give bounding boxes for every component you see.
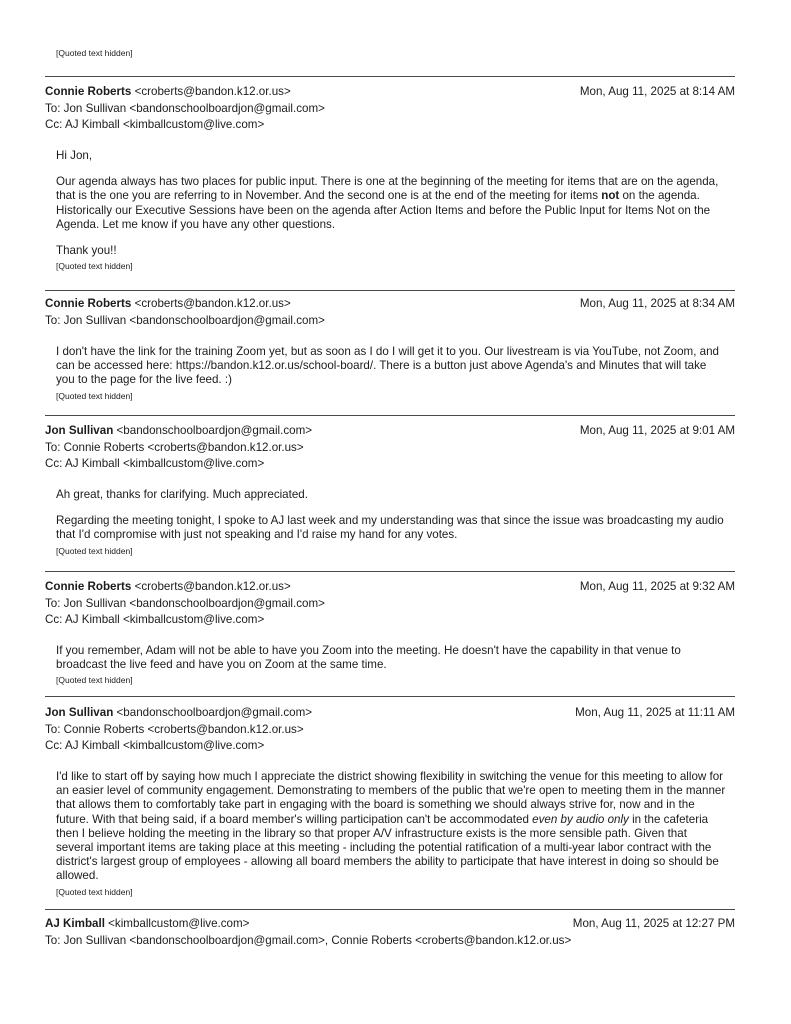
message-header: [0, 297, 791, 313]
message-date: Mon, Aug 11, 2025 at 9:32 AM: [579, 580, 735, 593]
sender: [45, 297, 291, 310]
message-divider: [45, 290, 735, 291]
sender-email: <bandonschoolboardjon@gmail.com>: [116, 424, 312, 437]
sender-email: <kimballcustom@live.com>: [108, 917, 250, 930]
to-line: To: Jon Sullivan <bandonschoolboardjon@gmail.com>, Connie Roberts <croberts@bandon.k12.or.us>: [45, 934, 572, 947]
body-paragraph: Our agenda always has two places for public input. There is one at the beginning of the meeting for items that are on the agenda, that is the one you are referring to in November. And the second one is at the end of the meeting for items not on the agenda. Historically our Executive Sessions have been on the agenda after Action Items and before the Public Input for Items Not on the Agenda. Let me know if you have any other questions.: [56, 175, 719, 231]
message-body: [56, 149, 726, 272]
cc-line: Cc: AJ Kimball <kimballcustom@live.com>: [45, 118, 265, 131]
quoted-text-hidden[interactable]: [Quoted text hidden]: [56, 886, 133, 897]
email-message: [0, 580, 791, 686]
body-paragraph: If you remember, Adam will not be able to have you Zoom into the meeting. He doesn't have the capability in that venue to broadcast the live feed and have you on Zoom at the same time.: [56, 644, 681, 672]
closing: Thank you!!: [56, 244, 117, 258]
message-date: Mon, Aug 11, 2025 at 12:27 PM: [572, 917, 735, 930]
message-date: Mon, Aug 11, 2025 at 8:14 AM: [579, 85, 735, 98]
email-message: [0, 917, 791, 949]
message-body: [56, 345, 726, 402]
quoted-text-hidden[interactable]: [Quoted text hidden]: [56, 675, 133, 686]
message-header: [0, 424, 791, 440]
email-message: [0, 706, 791, 898]
message-divider: [45, 415, 735, 416]
to-line: To: Connie Roberts <croberts@bandon.k12.or.us>: [45, 441, 304, 454]
message-header: [0, 580, 791, 596]
cc-line: Cc: AJ Kimball <kimballcustom@live.com>: [45, 613, 265, 626]
sender-name: AJ Kimball: [45, 917, 105, 930]
email-message: [0, 424, 791, 557]
message-header: [0, 917, 791, 933]
sender: [45, 85, 291, 98]
quoted-text-hidden[interactable]: [Quoted text hidden]: [56, 390, 133, 401]
cc-line: Cc: AJ Kimball <kimballcustom@live.com>: [45, 739, 265, 752]
message-header: [0, 85, 791, 101]
sender: [45, 917, 249, 930]
sender-name: Connie Roberts: [45, 297, 132, 310]
message-divider: [45, 76, 735, 77]
body-paragraph: Regarding the meeting tonight, I spoke to AJ last week and my understanding was that since the issue was broadcasting my audio that I'd compromise with just not speaking and I'd raise my hand for any votes.: [56, 514, 724, 542]
message-divider: [45, 909, 735, 910]
sender: [45, 706, 312, 719]
to-line: To: Jon Sullivan <bandonschoolboardjon@gmail.com>: [45, 314, 325, 327]
sender-name: Connie Roberts: [45, 85, 132, 98]
sender-email: <croberts@bandon.k12.or.us>: [134, 85, 291, 98]
to-line: To: Jon Sullivan <bandonschoolboardjon@gmail.com>: [45, 102, 325, 115]
sender: [45, 424, 312, 437]
quoted-text-hidden[interactable]: [Quoted text hidden]: [56, 261, 133, 272]
message-divider: [45, 696, 735, 697]
to-line: To: Connie Roberts <croberts@bandon.k12.or.us>: [45, 723, 304, 736]
sender-email: <croberts@bandon.k12.or.us>: [134, 580, 291, 593]
sender-name: Jon Sullivan: [45, 706, 114, 719]
sender-name: Connie Roberts: [45, 580, 132, 593]
message-body: [56, 644, 726, 686]
body-paragraph: I don't have the link for the training Zoom yet, but as soon as I do I will get it to you. Our livestream is via YouTube, not Zoom, and can be accessed here: https://bandon.k12.or.us/school-board/. There is a button just above Agenda's and Minutes that will take you to the page for the live feed. :): [56, 345, 719, 387]
message-header: [0, 706, 791, 722]
quoted-text-hidden[interactable]: [Quoted text hidden]: [56, 545, 133, 556]
message-date: Mon, Aug 11, 2025 at 11:11 AM: [575, 706, 735, 719]
sender-email: <croberts@bandon.k12.or.us>: [134, 297, 291, 310]
body-paragraph: I'd like to start off by saying how much I appreciate the district showing flexibility in switching the venue for this meeting to allow for an easier level of community engagement. Demonstrating to members of the public that we're open to meeting them in the manner that allows them to comfortably take part in engaging with the board is something we should always strive for, now and in the future. With that being said, if a board member's willing participation can't be accommodated even by audio only in the cafeteria then I believe holding the meeting in the library so that proper A/V infrastructure exists is the more sensible path. Given that several important items are taking place at this meeting - including the potential ratification of a multi-year labor contract with the district's largest group of employees - allowing all board members the ability to participate that have interest in doing so should be allowed.: [56, 770, 726, 883]
sender: [45, 580, 291, 593]
email-message: [0, 297, 791, 402]
cc-line: Cc: AJ Kimball <kimballcustom@live.com>: [45, 457, 265, 470]
quoted-text-hidden[interactable]: [Quoted text hidden]: [56, 48, 133, 58]
message-date: Mon, Aug 11, 2025 at 9:01 AM: [579, 424, 735, 437]
bold-word: not: [601, 189, 620, 203]
italic-phrase: even by audio only: [532, 812, 629, 826]
sender-name: Jon Sullivan: [45, 424, 114, 437]
body-paragraph: Ah great, thanks for clarifying. Much appreciated.: [56, 488, 308, 501]
message-divider: [45, 571, 735, 572]
message-body: [56, 488, 726, 557]
sender-email: <bandonschoolboardjon@gmail.com>: [116, 706, 312, 719]
email-message: [0, 85, 791, 272]
to-line: To: Jon Sullivan <bandonschoolboardjon@gmail.com>: [45, 597, 325, 610]
message-body: [56, 770, 726, 898]
greeting: Hi Jon,: [56, 149, 93, 162]
message-date: Mon, Aug 11, 2025 at 8:34 AM: [579, 297, 735, 310]
